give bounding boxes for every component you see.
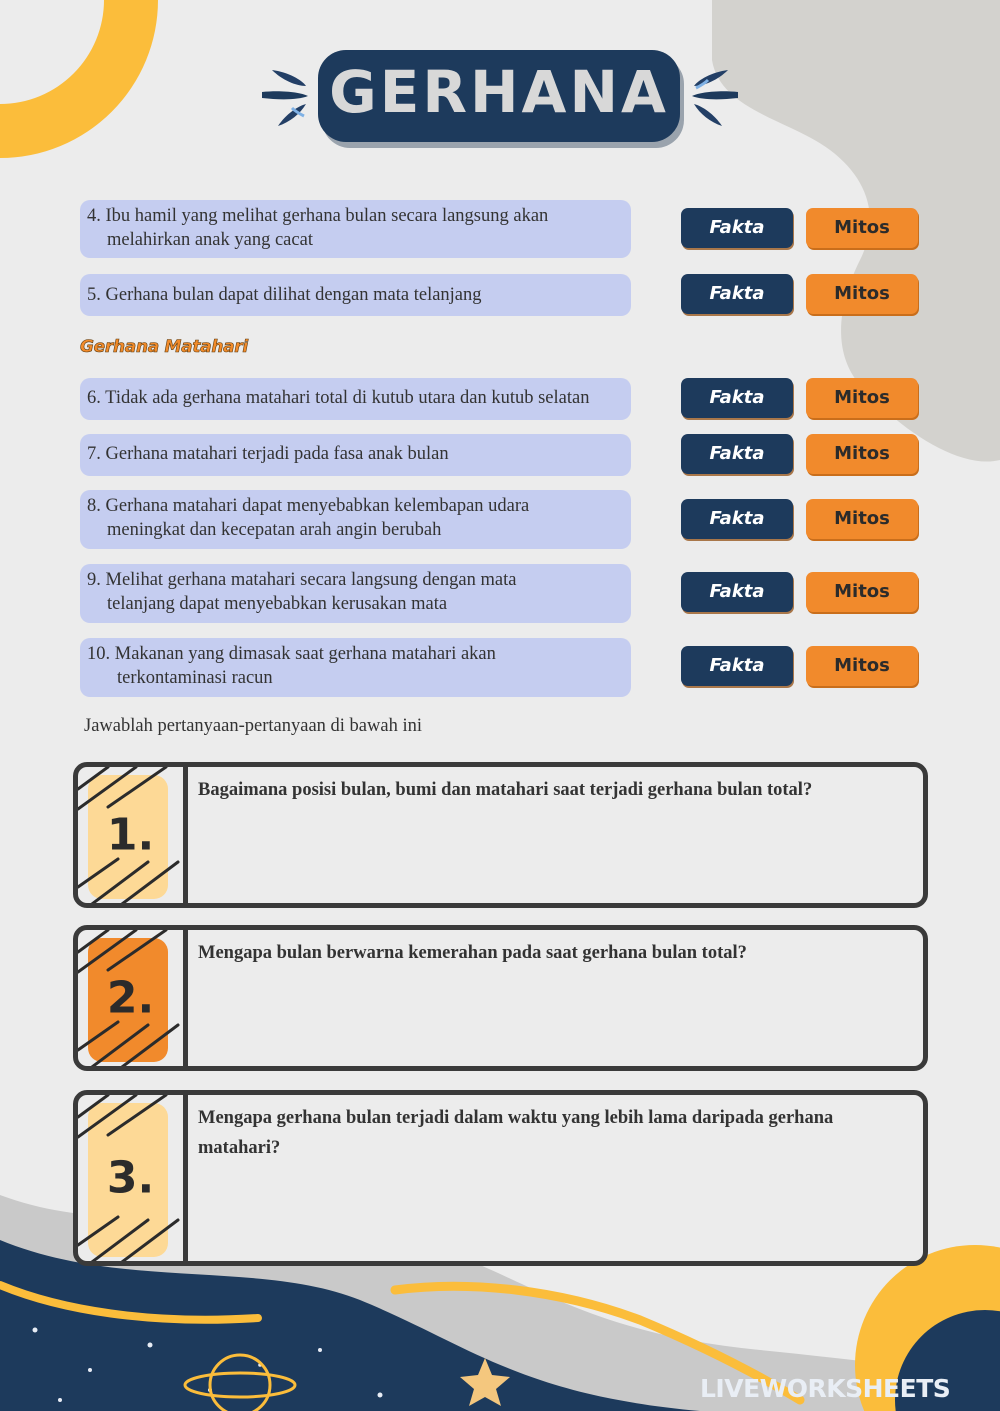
mitos-button[interactable]: Mitos xyxy=(806,378,918,418)
question-box xyxy=(73,925,928,1071)
statement-row xyxy=(80,638,631,697)
question-box xyxy=(73,762,928,908)
question-number-column xyxy=(78,930,188,1066)
statement-text: 10. Makanan yang dimasak saat gerhana matahari akan terkontaminasi racun xyxy=(87,644,496,688)
question-number-column xyxy=(78,1095,188,1261)
fakta-button[interactable]: Fakta xyxy=(681,499,793,539)
statement-text: 5. Gerhana bulan dapat dilihat dengan mata telanjang xyxy=(87,285,482,305)
mitos-button[interactable]: Mitos xyxy=(806,434,918,474)
answer-input[interactable] xyxy=(198,1207,903,1249)
footer-brand: LIVEWORKSHEETS xyxy=(700,1374,951,1403)
statement-text: 9. Melihat gerhana matahari secara langsung dengan mata telanjang dapat menyebabkan kerusakan mata xyxy=(87,570,517,614)
question-number-column xyxy=(78,767,188,903)
fakta-button[interactable]: Fakta xyxy=(681,646,793,686)
statement-row xyxy=(80,200,631,258)
statement-text: 6. Tidak ada gerhana matahari total di kutub utara dan kutub selatan xyxy=(87,388,590,408)
statement-row xyxy=(80,490,631,549)
fakta-button[interactable]: Fakta xyxy=(681,208,793,248)
fakta-button[interactable]: Fakta xyxy=(681,274,793,314)
fakta-button[interactable]: Fakta xyxy=(681,572,793,612)
section-heading: Gerhana Matahari xyxy=(80,337,248,357)
yellow-arc-top-left xyxy=(0,0,158,158)
question-text: Bagaimana posisi bulan, bumi dan matahari saat terjadi gerhana bulan total? xyxy=(198,780,813,800)
question-number: 1. xyxy=(106,809,155,861)
statement-row xyxy=(80,274,631,316)
question-number: 3. xyxy=(106,1152,155,1204)
answer-input[interactable] xyxy=(198,1012,903,1054)
question-number: 2. xyxy=(106,972,155,1024)
instruction-text: Jawablah pertanyaan-pertanyaan di bawah ini xyxy=(84,716,422,736)
question-text: Mengapa bulan berwarna kemerahan pada saat gerhana bulan total? xyxy=(198,943,747,963)
question-box xyxy=(73,1090,928,1266)
fakta-button[interactable]: Fakta xyxy=(681,434,793,474)
statement-row xyxy=(80,434,631,476)
mitos-button[interactable]: Mitos xyxy=(806,274,918,314)
title-banner xyxy=(318,50,680,142)
mitos-button[interactable]: Mitos xyxy=(806,572,918,612)
statement-row xyxy=(80,564,631,623)
statement-text: 4. Ibu hamil yang melihat gerhana bulan secara langsung akan melahirkan anak yang cacat xyxy=(87,206,549,250)
sparkle-icon-left xyxy=(262,70,308,126)
mitos-button[interactable]: Mitos xyxy=(806,499,918,539)
fakta-button[interactable]: Fakta xyxy=(681,378,793,418)
statement-row xyxy=(80,378,631,420)
mitos-button[interactable]: Mitos xyxy=(806,646,918,686)
statement-text: 7. Gerhana matahari terjadi pada fasa anak bulan xyxy=(87,444,449,464)
question-text: Mengapa gerhana bulan terjadi dalam waktu yang lebih lama daripada gerhana matahari? xyxy=(198,1108,834,1158)
statement-text: 8. Gerhana matahari dapat menyebabkan kelembapan udara meningkat dan kecepatan arah angin berubah xyxy=(87,496,530,540)
answer-input[interactable] xyxy=(198,849,903,891)
mitos-button[interactable]: Mitos xyxy=(806,208,918,248)
page-title: GERHANA xyxy=(329,58,669,126)
